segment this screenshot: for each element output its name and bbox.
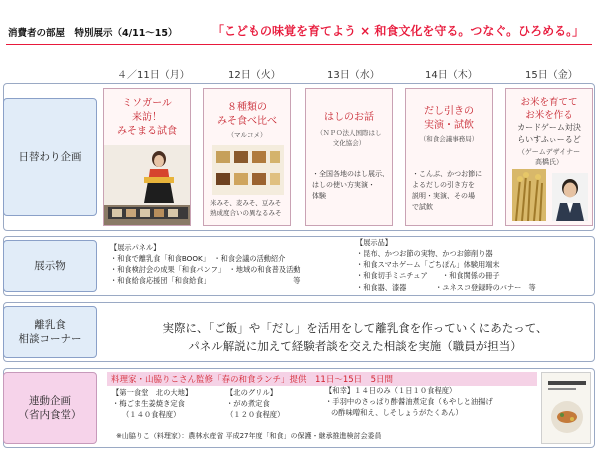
consult-label — [3, 306, 97, 358]
day-header-tue: 12日（火） — [228, 70, 281, 81]
day-header-fri: 15日（金） — [525, 70, 578, 81]
mon-title-1: ミソガール — [122, 98, 172, 109]
thu-desc-3: 説明・実演、その場 — [412, 192, 475, 200]
tue-desc-1: 米みそ、麦みそ、豆みそ — [210, 199, 282, 207]
exhibit-panel-item: ・和食検討会の成果「和食パンフ」 ・地域の和食普及活動 — [110, 265, 301, 275]
exhibit-item: ・和食器、漆器 ・ユネスコ登録時のバナー 等 — [356, 282, 536, 292]
miso-girl-photo — [104, 145, 191, 226]
linked-label-line-2: （省内食堂） — [18, 409, 82, 421]
thu-desc-1: ・こんぶ、かつお節に — [412, 170, 483, 178]
day-header-wed: 13日（水） — [327, 70, 380, 81]
lunch-banner — [107, 372, 537, 386]
exhibit-panels-list — [110, 242, 300, 287]
fri-sub-1: （ゲームデザイナー — [517, 148, 581, 156]
cafeteria-3-menu-detail: の酢味噌和え、しそしょうがたくあん） — [331, 407, 463, 417]
header-left-title: 消費者の部屋 特別展示（4/11～15） — [8, 28, 178, 39]
event-card-fri — [505, 88, 593, 226]
cafeteria-1-name: 【第一食堂 北の大地】 — [112, 388, 193, 397]
fri-title-2: お米を作る — [525, 110, 573, 121]
fri-title-1: お米を育てて — [520, 97, 578, 108]
day-headers — [0, 66, 600, 82]
rice-field-photo — [512, 169, 546, 221]
cafeteria-3-name: 【和幸】１４日のみ（１日１０食程度） — [325, 386, 457, 395]
lunch-cafeteria-3 — [325, 386, 493, 419]
tue-desc-2: 熟成度合いの異なるみそ — [210, 209, 282, 217]
consult-label-line-2: 相談コーナー — [18, 333, 82, 345]
cafeteria-2-menu: ・がめ煮定食 — [226, 398, 270, 408]
thu-title-1: だし引きの — [424, 106, 474, 117]
wed-sub-2: 文化協会） — [332, 139, 366, 147]
linked-label — [3, 372, 97, 444]
designer-photo — [552, 173, 588, 221]
exhibit-items-heading: 【展示品】 — [356, 238, 392, 247]
cafeteria-2-count: （１２０食程度） — [226, 409, 285, 419]
day-header-thu: 14日（木） — [425, 70, 478, 81]
consult-description — [130, 320, 580, 356]
fri-sub-2: 高橋氏） — [535, 158, 563, 166]
thu-title-2: 実演・試飲 — [424, 120, 474, 131]
mon-title-2: 来訪！ — [132, 112, 162, 123]
cafeteria-3-menu: ・手羽中のさっぱり酢醤油煮定食（もやしと油揚げ — [325, 396, 493, 406]
exhibit-item: ・和食切手ミニチュア ・和食関係の冊子 — [356, 271, 500, 281]
lunch-cafeteria-1 — [112, 388, 192, 421]
thu-sub: （和食会議事務局） — [419, 135, 479, 143]
cafeteria-1-count: （１４０食程度） — [122, 409, 181, 419]
wed-desc-2: はしの使い方実演・ — [312, 181, 375, 189]
page-header — [6, 4, 596, 48]
exhibit-item: ・昆布、かつお節の実物、かつお節削り器 — [356, 249, 493, 259]
thu-desc-4: で試飲 — [412, 203, 433, 211]
wed-desc-3: 体験 — [312, 192, 326, 200]
header-slogan: 「こどもの味覚を育てよう × 和食文化を守る。つなぐ。ひろめる。」 — [212, 24, 585, 38]
wed-title: はしのお話 — [324, 112, 374, 123]
mon-title-3: みそまる試食 — [117, 126, 177, 137]
cookbook-cover-photo — [541, 372, 591, 444]
wed-desc-1: ・全国各地のはし展示、 — [312, 170, 389, 178]
fri-title-4: らいすふぃーるど — [517, 135, 581, 144]
miso-samples-photo — [212, 145, 284, 195]
header-divider — [6, 44, 592, 45]
tue-title-1: ８種類の — [227, 102, 267, 113]
day-header-mon: ４／11日（月） — [117, 70, 190, 81]
daily-events-label: 日替わり企画 — [3, 98, 97, 216]
exhibit-panels-heading: 【展示パネル】 — [110, 243, 161, 252]
event-card-wed — [305, 88, 393, 226]
wed-sub-1: （ＮＰＯ法人国際はし — [316, 129, 382, 137]
event-card-tue — [203, 88, 291, 226]
exhibit-panel-item: ・和食給食応援団「和食給食」 等 — [110, 276, 301, 286]
lunch-banner-text: 料理家・山脇りこさん監修「春の和食ランチ」提供 11日～15日 5日間 — [111, 375, 394, 385]
lunch-cafeteria-2 — [226, 388, 284, 421]
consult-line-2: パネル解説に加えて経験者談を交えた相談を実施（職員が担当） — [188, 338, 522, 353]
consult-line-1: 実際に、「ご飯」や「だし」を活用をして離乳食を作っていくにあたって、 — [162, 321, 548, 335]
exhibit-items-list — [356, 237, 536, 293]
thu-desc-2: よるだしの引き方を — [412, 181, 475, 189]
exhibits-label: 展示物 — [3, 240, 97, 292]
exhibit-panel-item: ・和食で離乳食「和食BOOK」 ・和食会議の活動紹介 — [110, 254, 286, 264]
lunch-note: ※山脇りこ（料理家）：農林水産省 平成27年度「和食」の保護・継承推進検討会委員 — [116, 432, 382, 440]
tue-title-2: みそ食べ比べ — [217, 116, 277, 127]
tue-sub: （マルコメ） — [227, 131, 267, 139]
event-card-thu — [405, 88, 493, 226]
fri-title-3: カードゲーム対決 — [517, 123, 581, 132]
cafeteria-1-menu: ・梅ごま生姜焼き定食 — [112, 398, 185, 408]
exhibit-item: ・和食スマホゲーム「ごちぽん」体験用端末 — [356, 260, 500, 270]
event-card-mon — [103, 88, 191, 226]
consult-label-line-1: 離乳食 — [34, 318, 66, 331]
linked-label-line-1: 連動企画 — [29, 394, 71, 407]
cafeteria-2-name: 【北のグリル】 — [226, 388, 278, 397]
